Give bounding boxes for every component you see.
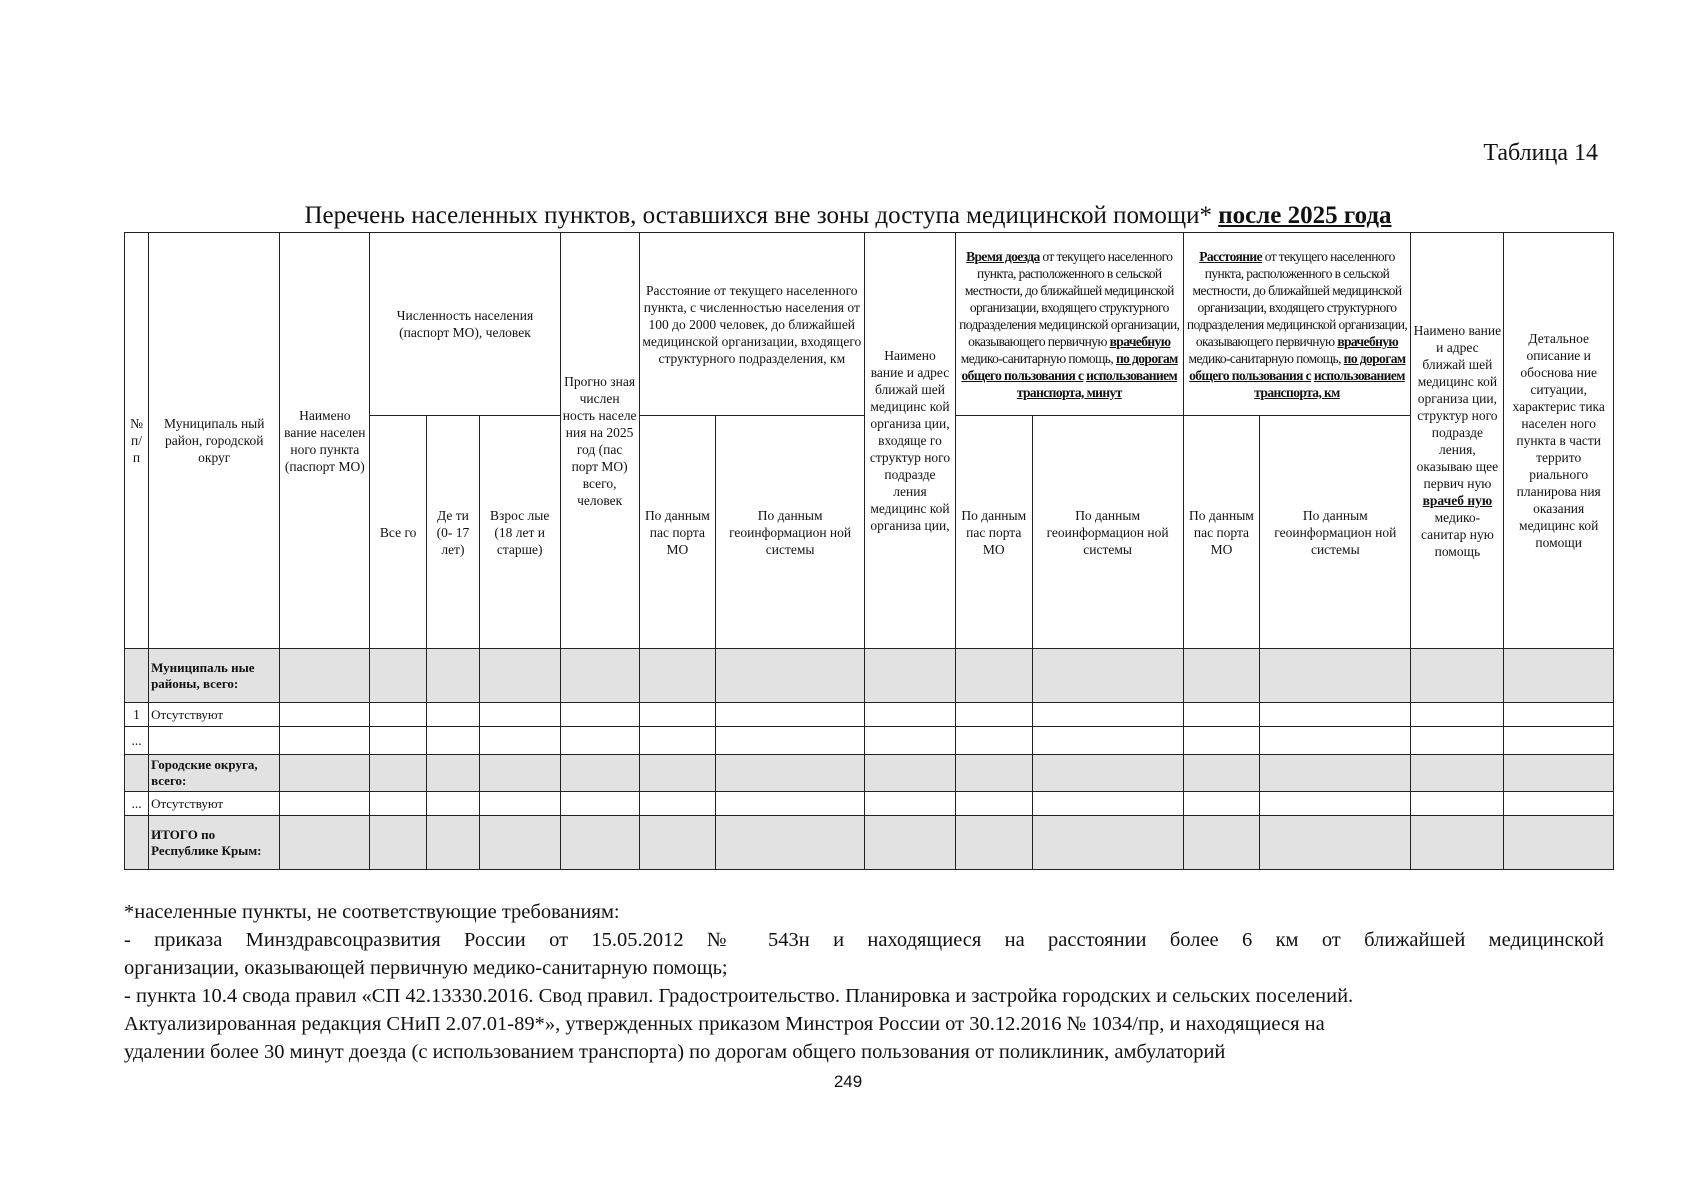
footnote-rules-line1: - пункта 10.4 свода правил «СП 42.13330.2016. Свод правил. Градостроительство. Планировка и застройка городских и сельских поселений. (124, 985, 1354, 1007)
page-number: 249 (833, 1072, 863, 1091)
row-label: Городские округа, всего: (149, 755, 280, 792)
table-row (125, 649, 1614, 703)
title-emphasis: после 2025 года (1218, 202, 1392, 229)
header-row-1 (125, 233, 1614, 416)
footnote-intro: *населенные пункты, не соответствующие требованиям: (124, 901, 620, 923)
row-num (125, 816, 149, 870)
row-label (149, 727, 280, 755)
header-primary-care: Наимено вание и адрес ближай шей медицинс кой организа ции, структур ного подразде ления, оказываю щее первич ную врачеб ную медико- санитар ную помощь (1411, 233, 1504, 649)
header-municipal: Муниципаль ный район, городской округ (149, 233, 280, 649)
header-dist2-gis: По данным геоинформацион ной системы (1260, 416, 1411, 649)
header-population-adults: Взрос лые (18 лет и старше) (479, 416, 560, 649)
footnote-order-line1: - приказа Минздравсоцразвития России от 15.05.2012 № 543н и находящиеся на расстоянии более 6 км от ближайшей медицинской (124, 929, 1604, 951)
header-distance2-group: Расстояние от текущего населенного пункта, расположенного в сельской местности, до ближайшей медицинской организации, входящего структурного подразделения медицинской организации, оказывающего первичную врачебную медико-санитарную помощь, по дорогам общего пользования с использованием транспорта, км (1183, 233, 1411, 416)
header-nearest-org: Наимено вание и адрес ближай шей медицинс кой организа ции, входяще го структур ного подразде ления медицинс кой организа ции, (865, 233, 956, 649)
row-num: ... (125, 727, 149, 755)
header-population-group: Численность населения (паспорт МО), человек (370, 233, 561, 416)
title-main: Перечень населенных пунктов, оставшихся вне зоны доступа медицинской помощи* (304, 202, 1212, 229)
header-distance-group: Расстояние от текущего населенного пункта, с численностью населения от 100 до 2000 человек, до ближайшей медицинской организации, входящего структурного подразделения, км (639, 233, 865, 416)
row-num: 1 (125, 703, 149, 727)
table-row (125, 727, 1614, 755)
header-time-passport: По данным пас порта МО (955, 416, 1032, 649)
document-title (0, 202, 1696, 230)
footnote-order-line2: организации, оказывающей первичную медико-санитарную помощь; (124, 957, 728, 979)
table-number: Таблица 14 (1483, 140, 1598, 166)
header-time-group: Время доезда от текущего населенного пункта, расположенного в сельской местности, до ближайшей медицинской организации, входящего структурного подразделения медицинской организации, оказывающего первичную врачебную медико-санитарную помощь, по дорогам общего пользования с использованием транспорта, минут (955, 233, 1183, 416)
header-description: Детальное описание и обоснова ние ситуации, характерис тика населен ного пункта в части террито риального планирова ния оказания медицинс кой помощи (1504, 233, 1614, 649)
header-forecast: Прогно зная числен ность населе ния на 2025 год (пас порт МО) всего, человек (560, 233, 639, 649)
row-label: Отсутствуют (149, 792, 280, 816)
table-row (125, 792, 1614, 816)
table-row (125, 703, 1614, 727)
header-distance-passport: По данным пас порта МО (639, 416, 716, 649)
header-settlement-name: Наимено вание населен ного пункта (паспорт МО) (280, 233, 370, 649)
row-label: Муниципаль ные районы, всего: (149, 649, 280, 703)
table-row (125, 816, 1614, 870)
header-col-num: № п/ п (125, 233, 149, 649)
row-num (125, 755, 149, 792)
header-time-gis: По данным геоинформацион ной системы (1032, 416, 1183, 649)
table-row (125, 755, 1614, 792)
footnote-rules-line2: Актуализированная редакция СНиП 2.07.01-89*», утвержденных приказом Минстроя России от 30.12.2016 № 1034/пр, и находящиеся на (124, 1013, 1325, 1035)
header-dist2-passport: По данным пас порта МО (1183, 416, 1260, 649)
header-population-children: Де ти (0- 17 лет) (427, 416, 480, 649)
footnote-rules-line3: удалении более 30 минут доезда (с использованием транспорта) по дорогам общего пользования от поликлиник, амбулаторий (124, 1041, 1226, 1063)
row-num: ... (125, 792, 149, 816)
row-label: ИТОГО по Республике Крым: (149, 816, 280, 870)
header-population-total: Все го (370, 416, 427, 649)
settlements-table (124, 232, 1614, 870)
row-num (125, 649, 149, 703)
header-distance-gis: По данным геоинформацион ной системы (716, 416, 865, 649)
row-label: Отсутствуют (149, 703, 280, 727)
